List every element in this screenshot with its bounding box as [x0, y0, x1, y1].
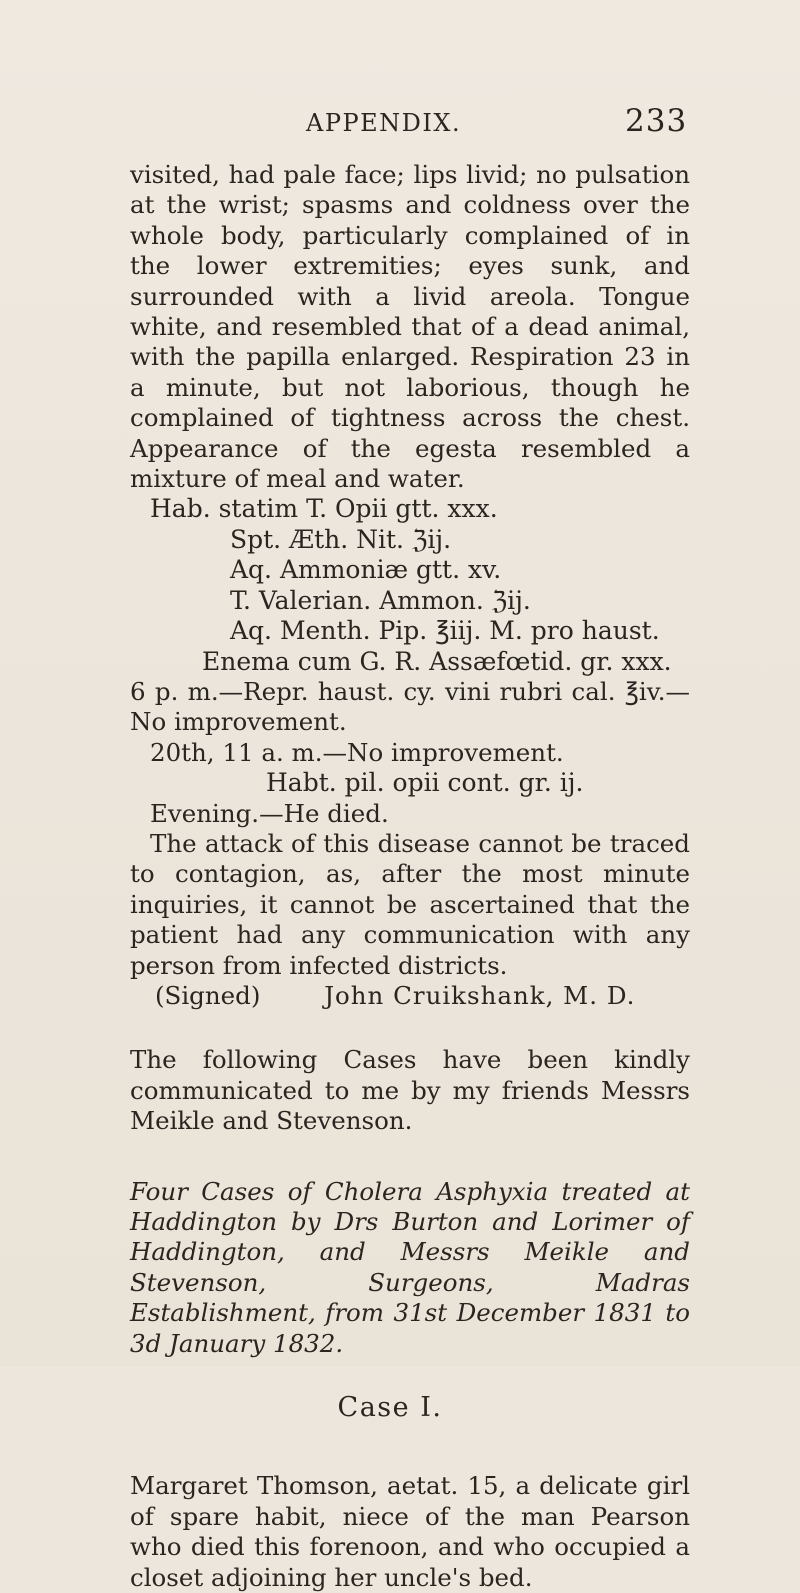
signature	[155, 981, 690, 1011]
signed-label: (Signed)	[155, 980, 261, 1010]
prescription-line-7: Habt. pil. opii cont. gr. ij.	[266, 768, 584, 798]
paragraph-3: 20th, 11 a. m.—No improvement.	[150, 737, 564, 767]
prescription-line-3: Aq. Ammoniæ gtt. xv.	[230, 555, 502, 585]
signed-name: John Cruikshank, M. D.	[324, 980, 636, 1010]
prescription-line-6: Enema cum G. R. Assæfœtid. gr. xxx.	[202, 646, 672, 676]
gap	[130, 1423, 690, 1471]
page-number: 233	[625, 103, 688, 139]
paragraph-4: Evening.—He died.	[150, 798, 389, 828]
prescription-line-5: Aq. Menth. Pip. ℥iij. M. pro haust.	[230, 616, 660, 646]
paragraph-1: visited, had pale face; lips livid; no pulsation at the wrist; spasms and coldness over the whole body, particularly complained of in the lower extremities; eyes sunk, and surrounded with a livid areola. Tongue white, and resembled that of a dead animal, with the papilla enlarged. Respiration 23 in a minute, but not laborious, though he complained of tightness across the chest. Appearance of the egesta resembled a mixture of meal and water.	[130, 160, 690, 494]
gap	[130, 1359, 690, 1393]
case-heading: Case I.	[337, 1392, 443, 1424]
paragraph-7: Margaret Thomson, aetat. 15, a delicate girl of spare habit, niece of the man Pearson who died this forenoon, and who occupied a closet adjoining her uncle's bed.	[130, 1471, 690, 1592]
prescription-line-1: Hab. statim T. Opii gtt. xxx.	[150, 494, 498, 524]
paragraph-5: The attack of this disease cannot be traced to contagion, as, after the most minute inquiries, it cannot be ascertained that the patient had any communication with any person from infected districts.	[130, 828, 690, 980]
page-text	[130, 160, 690, 1593]
gap	[130, 1137, 690, 1177]
prescription-line-4: T. Valerian. Ammon. ℨij.	[230, 585, 531, 615]
paragraph-6: The following Cases have been kindly communicated to me by my friends Messrs Meikle and Stevenson.	[130, 1045, 690, 1136]
running-head: APPENDIX.	[306, 109, 462, 137]
page-header	[0, 103, 800, 143]
gap	[130, 1011, 690, 1045]
section-title: Four Cases of Cholera Asphyxia treated at Haddington by Drs Burton and Lorimer of Haddington, and Messrs Meikle and Stevenson, Surgeons, Madras Establishment, from 31st December 1831 to 3d January 1832.	[130, 1176, 690, 1358]
paragraph-2: 6 p. m.—Repr. haust. cy. vini rubri cal. ℥iv.—No improvement.	[130, 676, 690, 737]
prescription-line-2: Spt. Æth. Nit. ℨij.	[230, 524, 452, 554]
